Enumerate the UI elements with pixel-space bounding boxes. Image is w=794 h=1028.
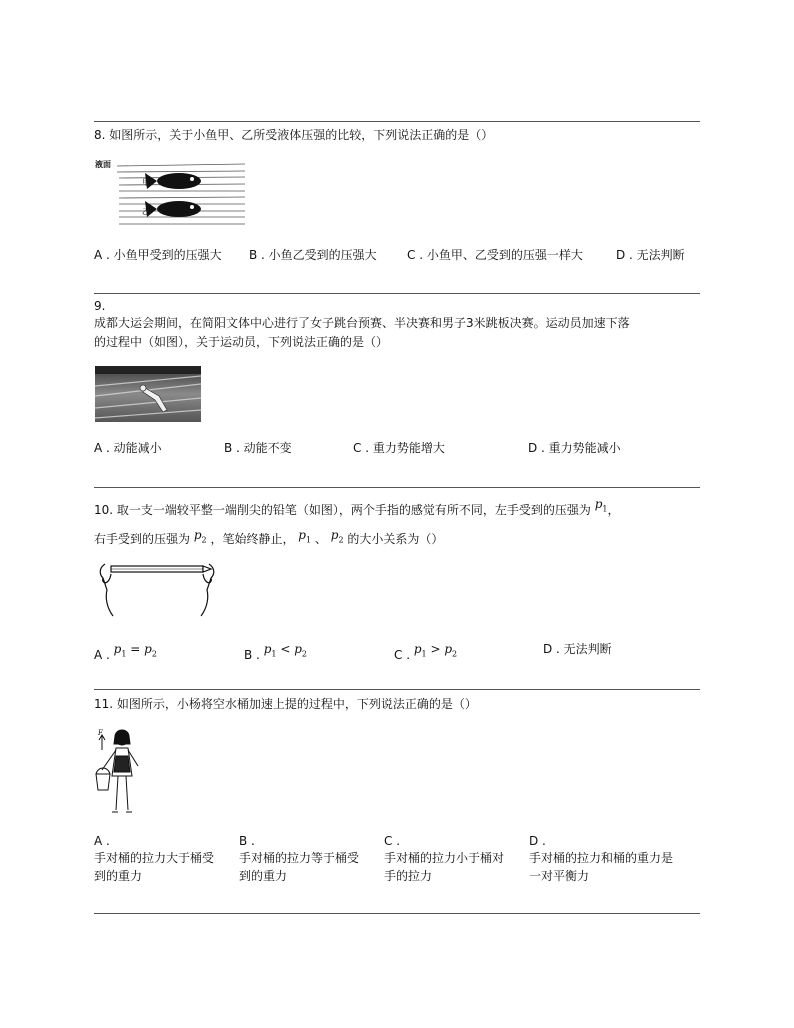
force-label: F (98, 729, 103, 737)
fish-a-label: 甲 (142, 178, 150, 187)
q11-option-a-label[interactable]: A . (94, 834, 110, 848)
separator-q9 (94, 293, 700, 294)
q10-option-b-expr: $p_1 < p_2$ (263, 642, 307, 659)
q11-option-c-line2[interactable]: 手的拉力 (384, 869, 433, 883)
q11-girl-figure (92, 726, 148, 818)
q10-option-c-expr: $p_1 > p_2$ (413, 642, 458, 659)
separator-q10 (94, 487, 700, 488)
q11-option-d-line2[interactable]: 一对平衡力 (529, 869, 590, 883)
q11-option-a-line1[interactable]: 手对桶的拉力大于桶受 (94, 851, 215, 865)
q10-p2-symbol-b: $p_2$ (330, 528, 344, 545)
q8-option-b[interactable]: B . 小鱼乙受到的压强大 (249, 248, 377, 262)
fish-b-icon (145, 201, 201, 217)
q11-option-c-line1[interactable]: 手对桶的拉力小于桶对 (384, 851, 505, 865)
q10-option-d[interactable]: D . 无法判断 (543, 642, 612, 656)
q11-option-b-line2[interactable]: 到的重力 (239, 869, 288, 883)
q10-stem-line2: 右手受到的压强为 $p_2$ ，笔始终静止， $p_1$ 、 $p_2$ 的大小关系为（） (94, 528, 444, 546)
q11-option-a-line2[interactable]: 到的重力 (94, 869, 143, 883)
q9-option-d[interactable]: D . 重力势能减小 (528, 441, 621, 455)
separator-q11 (94, 689, 700, 690)
q10-line1-text: 10. 取一支一端较平整一端削尖的铅笔（如图），两个手指的感觉有所不同，左手受到的压强为 (94, 503, 591, 517)
bucket-icon (96, 774, 110, 790)
q9-number: 9. (94, 299, 106, 313)
fish-figure-drawing (95, 158, 250, 230)
q10-option-a[interactable]: A . $p_1 = p_2$ (94, 642, 157, 662)
q9-option-a[interactable]: A . 动能减小 (94, 441, 162, 455)
q8-stem: 8. 如图所示，关于小鱼甲、乙所受液体压强的比较，下列说法正确的是（） (94, 128, 494, 142)
q9-diver-figure (95, 366, 201, 422)
pencil-hands-drawing (95, 560, 217, 620)
fish-b-label: 乙 (142, 207, 150, 216)
q11-option-b-label[interactable]: B . (239, 834, 255, 848)
separator-top (94, 121, 700, 122)
q10-option-c[interactable]: C . $p_1 > p_2$ (394, 642, 458, 662)
q10-p1-symbol: $p_1$ (594, 497, 608, 514)
diver-photo-drawing (95, 366, 201, 422)
q11-option-d-line1[interactable]: 手对桶的拉力和桶的重力是 (529, 851, 674, 865)
q9-stem-line2: 的过程中（如图），关于运动员，下列说法正确的是（） (94, 335, 389, 349)
fish-a-icon (145, 173, 201, 189)
girl-bucket-drawing (92, 726, 148, 818)
q10-option-b[interactable]: B . $p_1 < p_2$ (244, 642, 307, 662)
q11-option-c-label[interactable]: C . (384, 834, 401, 848)
q10-option-a-expr: $p_1 = p_2$ (113, 642, 157, 659)
separator-bottom (94, 913, 700, 914)
q11-option-b-line1[interactable]: 手对桶的拉力等于桶受 (239, 851, 360, 865)
q10-stem-line1: 10. 取一支一端较平整一端削尖的铅笔（如图），两个手指的感觉有所不同，左手受到的压强为 $p_1$， (94, 497, 620, 517)
q9-option-b[interactable]: B . 动能不变 (224, 441, 292, 455)
q8-fish-figure (95, 158, 250, 230)
q10-p1-symbol-b: $p_1$ (298, 528, 312, 545)
q8-option-d[interactable]: D . 无法判断 (616, 248, 685, 262)
q9-stem-line1: 成都大运会期间，在简阳文体中心进行了女子跳台预赛、半决赛和男子3米跳板决赛。运动员加速下落 (94, 316, 630, 330)
q11-stem: 11. 如图所示，小杨将空水桶加速上提的过程中，下列说法正确的是（） (94, 697, 477, 711)
force-arrow-icon (99, 735, 105, 750)
q8-option-c[interactable]: C . 小鱼甲、乙受到的压强一样大 (407, 248, 583, 262)
q10-pencil-figure (95, 560, 217, 620)
surface-label: 液面 (95, 160, 111, 169)
q9-option-c[interactable]: C . 重力势能增大 (353, 441, 445, 455)
q11-option-d-label[interactable]: D . (529, 834, 546, 848)
q8-option-a[interactable]: A . 小鱼甲受到的压强大 (94, 248, 222, 262)
q10-p2-symbol: $p_2$ (193, 528, 207, 545)
